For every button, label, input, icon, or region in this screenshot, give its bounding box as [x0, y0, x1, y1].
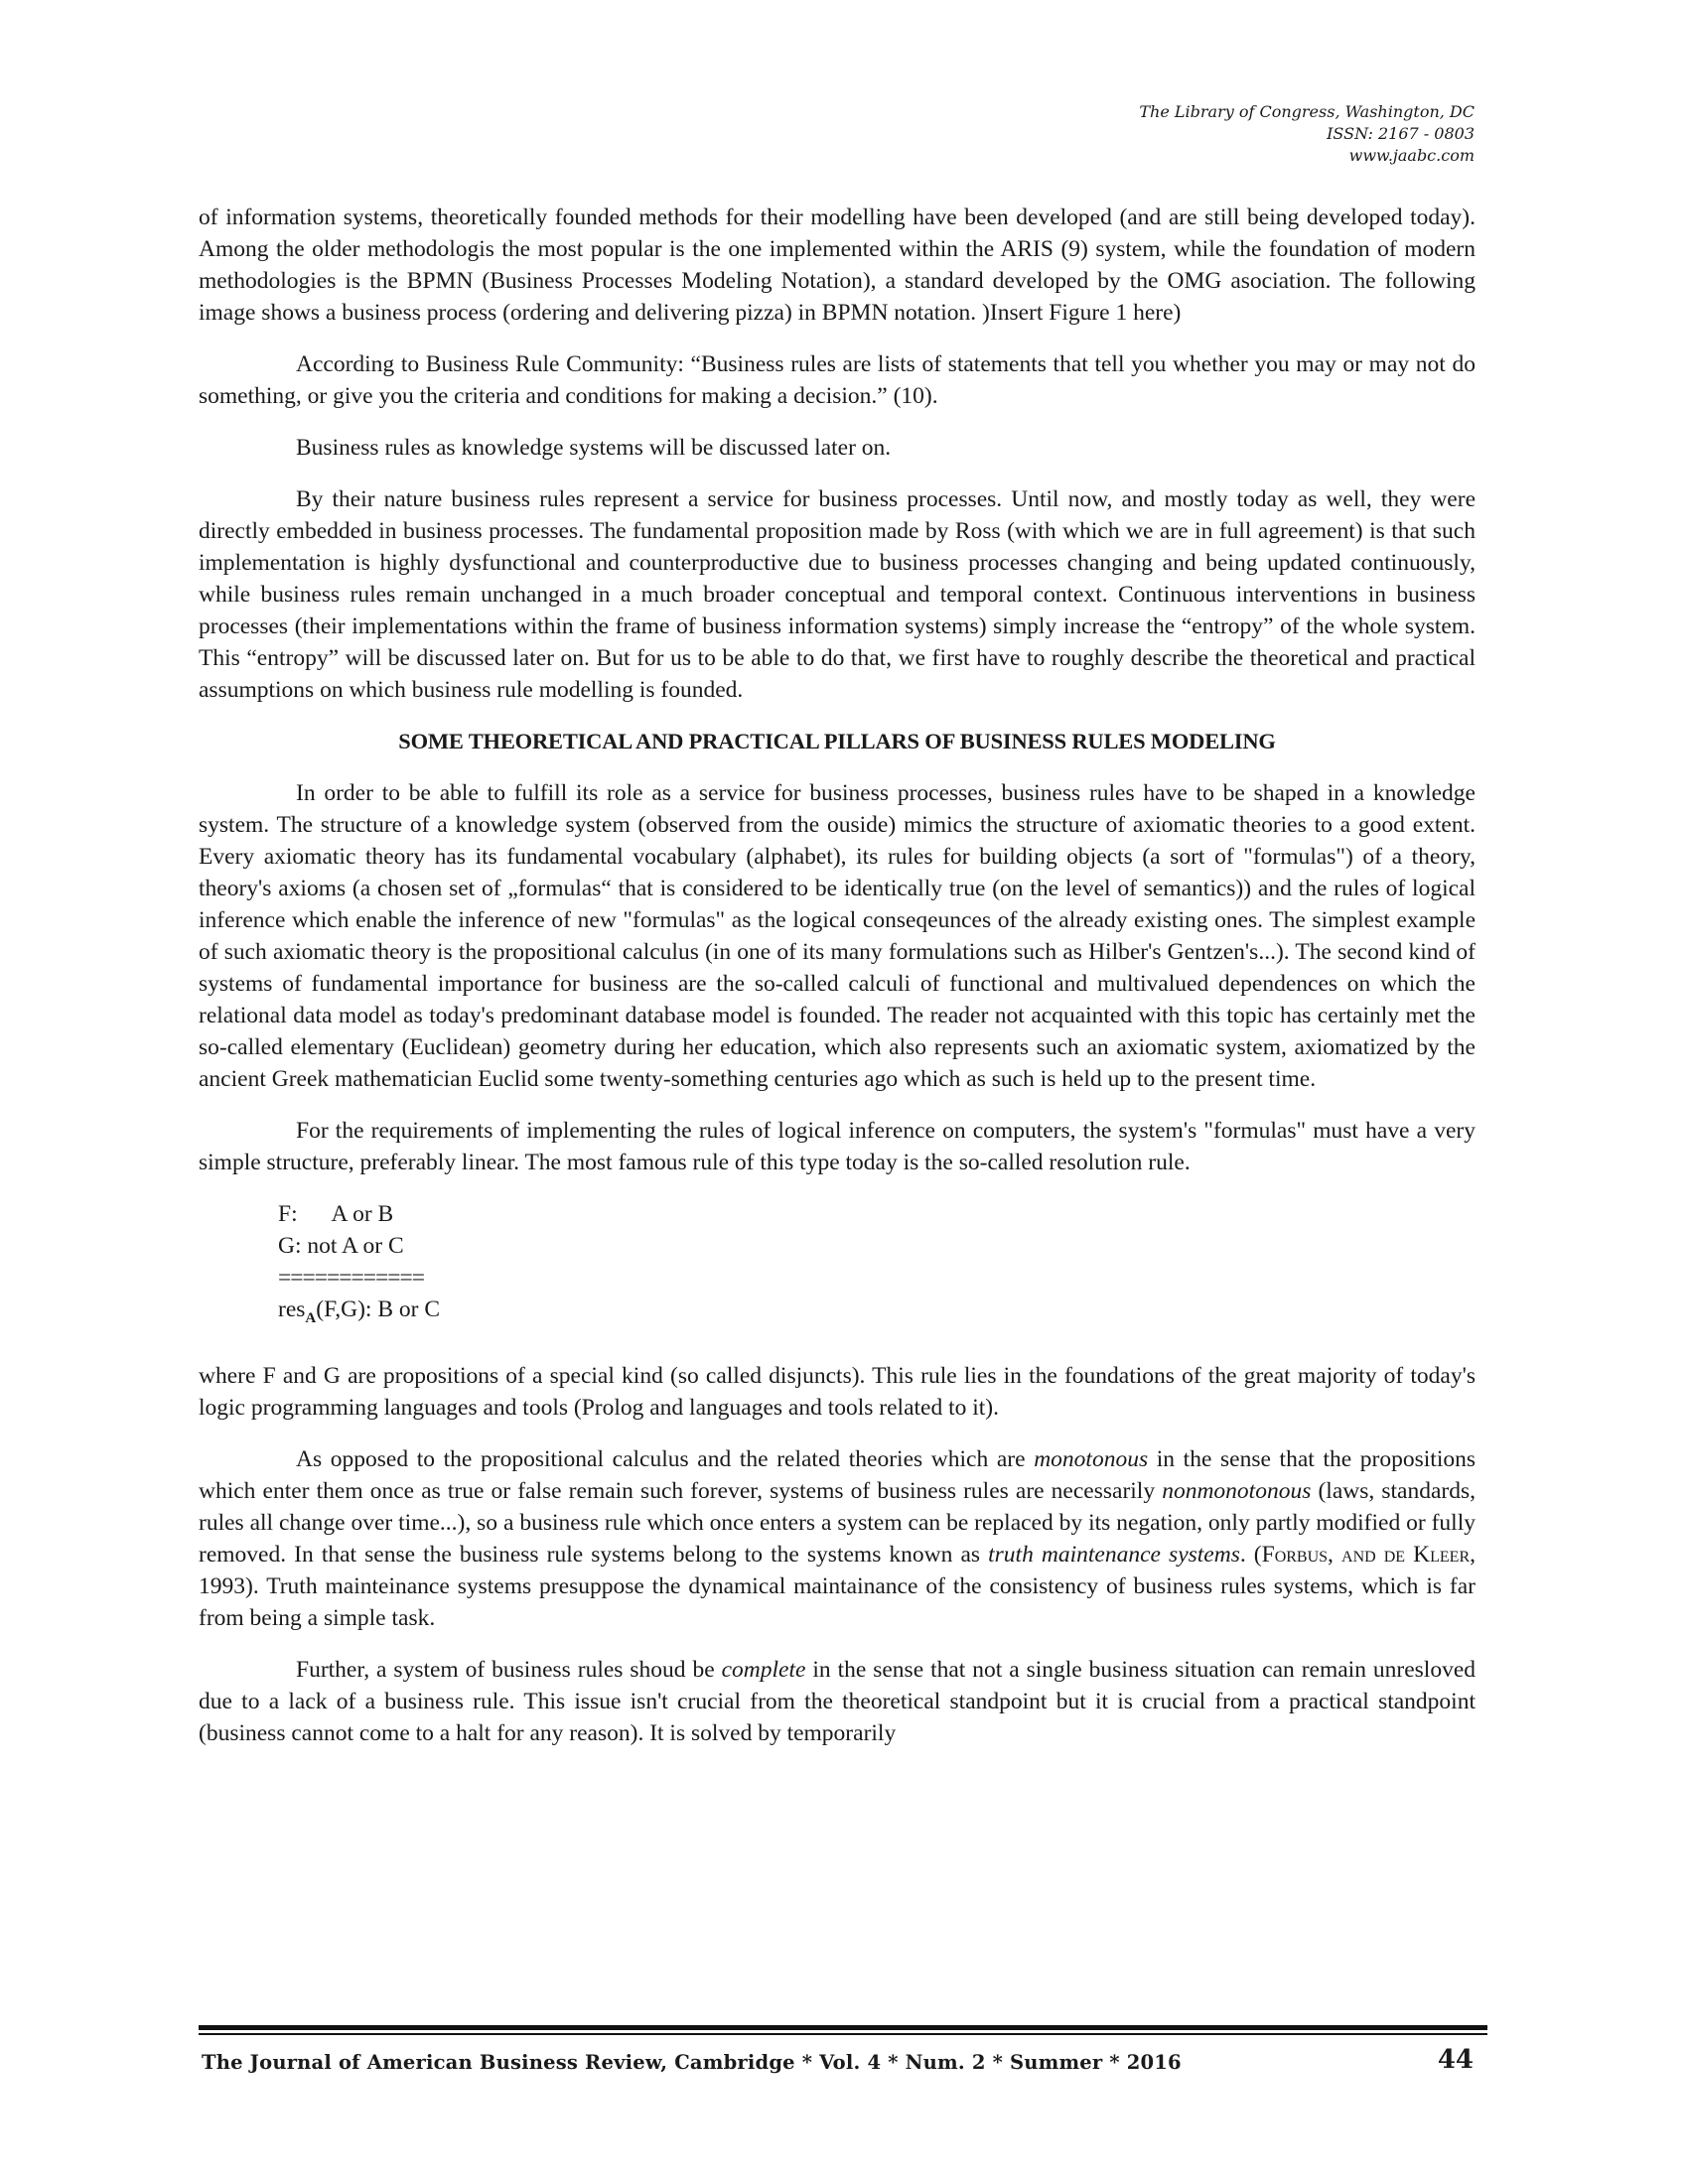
- term-truth-maintenance: truth maintenance systems: [988, 1542, 1240, 1568]
- paragraph-4: By their nature business rules represent a service for business processes. Until now, and mostly today as well, they were directly embedded in business processes. The fundamental proposition made by Ross (with which we are in full agreement) is that such implementation is highly dysfunctional and counterproductive due to business processes changing and being updated continuously, while business rules remain unchanged in a much broader conceptual and temporal context. Continuous interventions in business processes (their implementations within the frame of business information systems) simply increase the “entropy” of the whole system. This “entropy” will be discussed later on. But for us to be able to do that, we first have to roughly describe the theoretical and practical assumptions on which business rule modelling is founded.: [199, 486, 1476, 703]
- formula-separator: ============: [278, 1265, 425, 1291]
- page-number: 44: [1437, 2045, 1474, 2075]
- article-body: [199, 202, 1476, 1769]
- paragraph-5: In order to be able to fulfill its role as a service for business processes, business rules have to be shaped in a knowledge system. The structure of a knowledge system (observed from the ouside) mimics the structure of axiomatic theories to a good extent. Every axiomatic theory has its fundamental vocabulary (alphabet), its rules for building objects (a sort of "formulas") of a theory, theory's axioms (a chosen set of „formulas“ that is considered to be identically true (on the level of semantics)) and the rules of logical inference which enable the inference of new "formulas" as the logical conseqeunces of the already existing ones. The simplest example of such axiomatic theory is the propositional calculus (in one of its many formulations such as Hilber's Gentzen's...). The second kind of systems of fundamental importance for business are the so-called calculi of functional and multivalued dependences on which the relational data model as today's predominant database model is founded. The reader not acquainted with this topic has certainly met the so-called elementary (Euclidean) geometry during her education, which also represents such an axiomatic system, axiomatized by the ancient Greek mathematician Euclid some twenty-something centuries ago which as such is held up to the present time.: [199, 780, 1476, 1092]
- footer-rule-thin: [199, 2033, 1487, 2035]
- footer-rule-thick: [199, 2025, 1487, 2030]
- header-website: www.jaabc.com: [1348, 146, 1475, 165]
- formula-line-res: [278, 1294, 1476, 1334]
- paragraph-8-part-c: in the sense that the propositions which enter them once as true or false remain such forever, systems of business rules are necessarily: [199, 1446, 1476, 1504]
- paragraph-9-part-c: in the sense that not a single business situation can remain unresloved due to a lack of a business rule. This issue isn't crucial from the theoretical standpoint but it is crucial from a practical standpoint (business cannot come to a halt for any reason). It is solved by temporarily: [199, 1657, 1476, 1746]
- formula-line-g: G: not A or C: [278, 1233, 404, 1259]
- paragraph-1: of information systems, theoretically founded methods for their modelling have been developed (and are still being developed today). Among the older methodologis the most popular is the one implemented within the ARIS (9) system, while the foundation of modern methodologies is the BPMN (Business Processes Modeling Notation), a standard developed by the OMG asociation. The following image shows a business process (ordering and delivering pizza) in BPMN notation. )Insert Figure 1 here): [199, 205, 1476, 326]
- paragraph-6: For the requirements of implementing the rules of logical inference on computers, the system's "formulas" must have a very simple structure, preferably linear. The most famous rule of this type today is the so-called resolution rule.: [199, 1118, 1476, 1175]
- paragraph-7: where F and G are propositions of a special kind (so called disjuncts). This rule lies in the foundations of the great majority of today's logic programming languages and tools (Prolog and languages and tools related to it).: [199, 1363, 1476, 1421]
- term-complete: complete: [721, 1657, 806, 1683]
- footer-journal-citation: The Journal of American Business Review, Cambridge * Vol. 4 * Num. 2 * Summer * 2016: [202, 2051, 1182, 2074]
- paragraph-8-part-e: (laws, standards, rules all change over time...), so a business rule which once enters a system can be replaced by its negation, only partly modified or fully removed. In that sense the business rule systems belong to the systems known as: [199, 1478, 1476, 1568]
- paragraph-3: Business rules as knowledge systems will be discussed later on.: [296, 435, 892, 461]
- formula-line-f: F: A or B: [278, 1201, 394, 1227]
- section-heading: SOME THEORETICAL AND PRACTICAL PILLARS OF BUSINESS RULES MODELING: [398, 729, 1276, 753]
- formula-res-rest: (F,G): B or C: [316, 1297, 441, 1322]
- paragraph-8-part-i: , 1993). Truth mainteinance systems presuppose the dynamical maintainance of the consistency of business rules systems, which is far from being a simple task.: [199, 1542, 1476, 1631]
- resolution-rule-formula: [278, 1198, 1476, 1334]
- paragraph-9: [199, 1654, 1476, 1749]
- paragraph-8-part-a: As opposed to the propositional calculus and the related theories which are: [296, 1446, 1035, 1472]
- header-library: The Library of Congress, Washington, DC: [1139, 102, 1475, 121]
- paragraph-8: [199, 1443, 1476, 1634]
- paragraph-9-part-a: Further, a system of business rules shoud be: [296, 1657, 722, 1683]
- citation-forbus-de-kleer: Forbus, and de Kleer: [1261, 1542, 1471, 1568]
- formula-res-subscript: A: [305, 1310, 317, 1326]
- paragraph-8-part-g: . (: [1239, 1542, 1262, 1568]
- paragraph-2: According to Business Rule Community: “Business rules are lists of statements that tell you whether you may or may not do something, or give you the criteria and conditions for making a decision.” (10).: [199, 351, 1476, 409]
- running-header: [879, 101, 1475, 167]
- formula-res-prefix: res: [278, 1297, 306, 1322]
- header-issn: ISSN: 2167 - 0803: [1327, 124, 1475, 143]
- term-monotonous: monotonous: [1034, 1446, 1149, 1472]
- term-nonmonotonous: nonmonotonous: [1162, 1478, 1312, 1504]
